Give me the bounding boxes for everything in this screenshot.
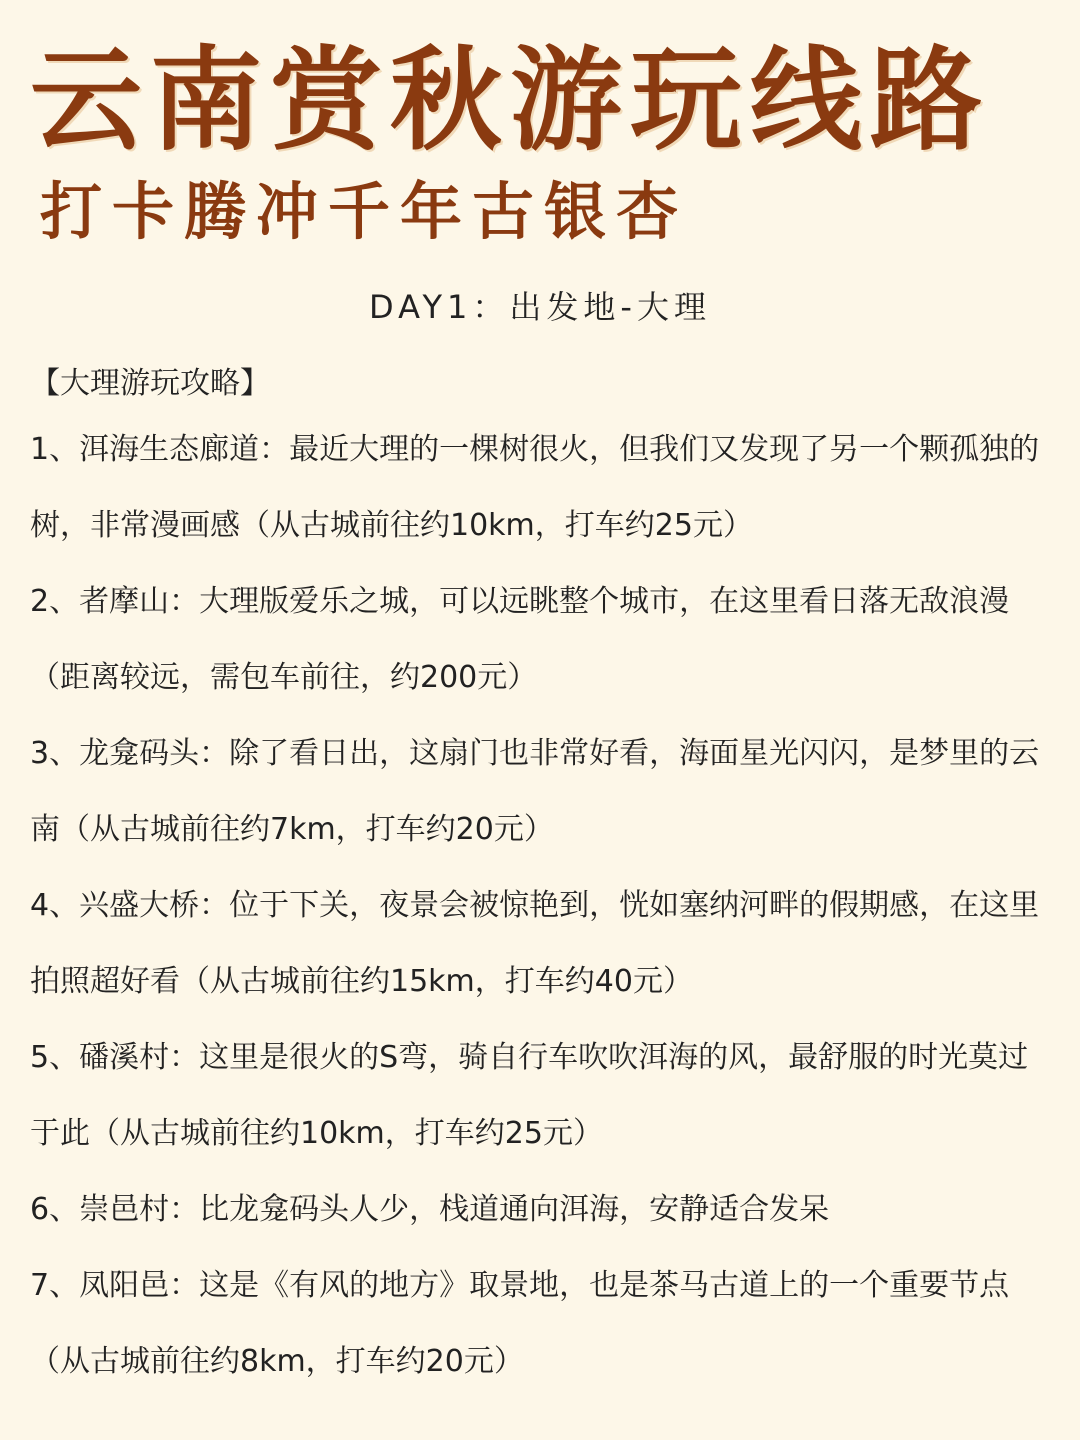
list-item-6: 6、崇邑村：比龙龛码头人少，栈道通向洱海，安静适合发呆 xyxy=(30,1192,830,1227)
day-heading: DAY1：出发地-大理 xyxy=(369,288,711,326)
list-item-3: 3、龙龛码头：除了看日出，这扇门也非常好看，海面星光闪闪，是梦里的云南（从古城前往约7km，打车约20元） xyxy=(30,736,1040,847)
list-item-5: 5、磻溪村：这里是很火的S弯，骑自行车吹吹洱海的风，最舒服的时光莫过于此（从古城前往约10km，打车约25元） xyxy=(30,1040,1029,1151)
attraction-list xyxy=(30,412,1050,1400)
page-subtitle: 打卡腾冲千年古银杏 xyxy=(40,175,689,248)
list-item-2: 2、者摩山：大理版爱乐之城，可以远眺整个城市，在这里看日落无敌浪漫（距离较远，需包车前往，约200元） xyxy=(30,584,1010,695)
list-item-4: 4、兴盛大桥：位于下关，夜景会被惊艳到，恍如塞纳河畔的假期感，在这里拍照超好看（从古城前往约15km，打车约40元） xyxy=(30,888,1040,999)
list-item-1: 1、洱海生态廊道：最近大理的一棵树很火，但我们又发现了另一个颗孤独的树，非常漫画感（从古城前往约10km，打车约25元） xyxy=(30,432,1040,543)
list-item-7: 7、凤阳邑：这是《有风的地方》取景地，也是茶马古道上的一个重要节点（从古城前往约8km，打车约20元） xyxy=(30,1268,1010,1379)
page-title: 云南赏秋游玩线路 xyxy=(30,36,990,166)
section-title: 【大理游玩攻略】 xyxy=(30,366,270,401)
